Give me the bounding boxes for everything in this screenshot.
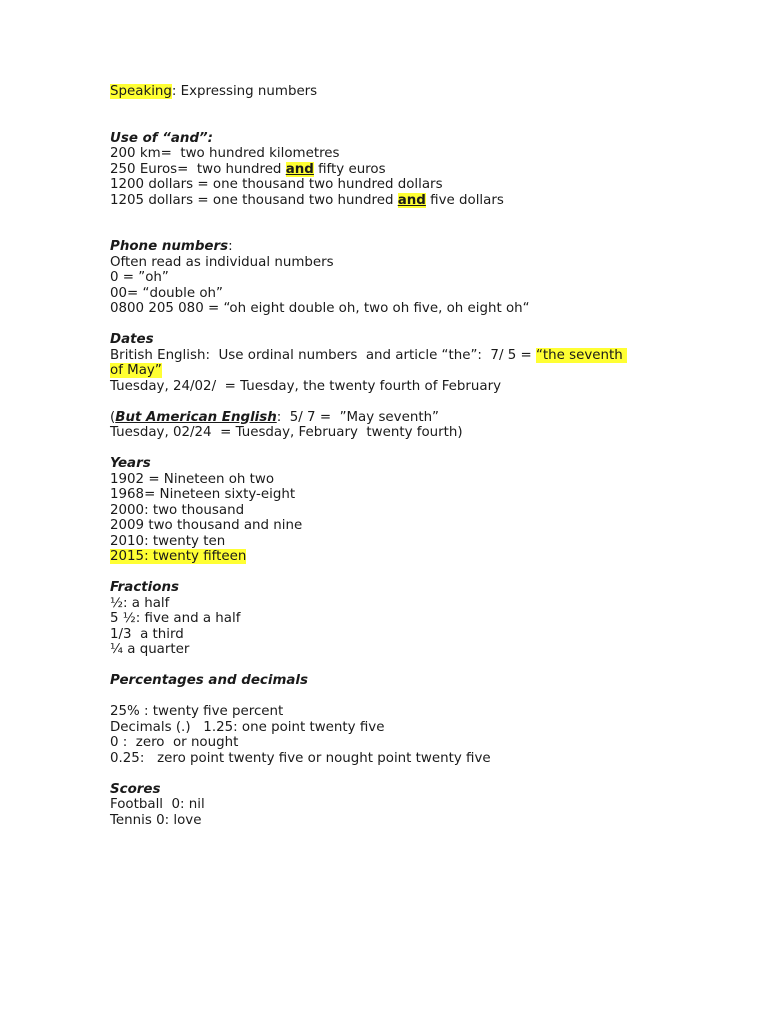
year-line: 1968= Nineteen sixty-eight <box>110 487 296 502</box>
phone-line: 0 = ”oh” <box>110 270 169 285</box>
score-line: Football 0: nil <box>110 797 205 812</box>
year-line: 2000: two thousand <box>110 502 245 518</box>
fraction-line: 5 ½: five and a half <box>110 611 241 626</box>
british-example-highlight: “the seventh <box>535 347 628 363</box>
and-highlight: and <box>397 192 426 208</box>
scores-heading: Scores <box>110 781 161 797</box>
year-highlight: 2015: twenty fifteen <box>110 549 247 564</box>
fraction-line: 1/3 a third <box>110 626 184 642</box>
and-line-2 <box>110 162 670 178</box>
phone-line: Often read as individual numbers <box>110 254 334 270</box>
score-line: Tennis 0: love <box>110 812 202 828</box>
american-line <box>110 410 670 426</box>
and-line-1: 200 km= two hundred kilometres <box>110 146 340 161</box>
and-line-4-post: five dollars <box>425 192 504 208</box>
and-line-3: 1200 dollars = one thousand two hundred dollars <box>110 177 443 192</box>
title-rest: : Expressing numbers <box>171 84 318 99</box>
and-line-2-pre: 250 Euros= two hundred <box>110 161 286 177</box>
fractions-heading: Fractions <box>110 580 179 595</box>
phone-heading-line <box>110 239 670 255</box>
document-title <box>110 84 670 100</box>
phone-line: 00= “double oh” <box>110 285 223 301</box>
document-body <box>110 84 670 828</box>
year-line: 2009 two thousand and nine <box>110 518 303 533</box>
british-pre: British English: Use ordinal numbers and article “the”: 7/ 5 = <box>110 347 536 363</box>
and-heading: Use of “and”: <box>110 130 214 146</box>
fraction-line: ¼ a quarter <box>110 642 190 657</box>
year-line: 1902 = Nineteen oh two <box>110 471 275 487</box>
year-line: 2010: twenty ten <box>110 533 226 549</box>
and-line-4-pre: 1205 dollars = one thousand two hundred <box>110 192 398 208</box>
and-highlight: and <box>285 161 314 177</box>
phone-heading-suffix: : <box>228 239 233 254</box>
and-line-2-post: fifty euros <box>313 161 386 177</box>
percentage-line: 0.25: zero point twenty five or nought point twenty five <box>110 750 491 766</box>
british-line <box>110 348 670 364</box>
percentage-line: 0 : zero or nought <box>110 735 239 750</box>
phone-line: 0800 205 080 = “oh eight double oh, two oh five, oh eight oh“ <box>110 301 530 316</box>
and-line-4 <box>110 193 670 209</box>
title-highlight: Speaking <box>110 84 172 99</box>
percentages-heading: Percentages and decimals <box>110 673 308 688</box>
british-example-highlight-cont: of May” <box>110 363 162 378</box>
years-heading: Years <box>110 456 151 471</box>
fraction-line: ½: a half <box>110 595 170 611</box>
american-post: : 5/ 7 = ”May seventh” <box>276 409 439 425</box>
dates-heading: Dates <box>110 332 154 347</box>
percentage-line: Decimals (.) 1.25: one point twenty five <box>110 719 385 735</box>
phone-heading: Phone numbers <box>110 239 229 254</box>
british-line-cont <box>110 363 670 379</box>
tuesday-american: Tuesday, 02/24 = Tuesday, February twenty fourth) <box>110 425 463 440</box>
tuesday-british: Tuesday, 24/02/ = Tuesday, the twenty fourth of February <box>110 378 502 394</box>
american-label: But American English <box>115 409 277 425</box>
year-line-highlight <box>110 549 670 565</box>
american-open: ( <box>110 409 116 425</box>
percentage-line: 25% : twenty five percent <box>110 704 284 719</box>
